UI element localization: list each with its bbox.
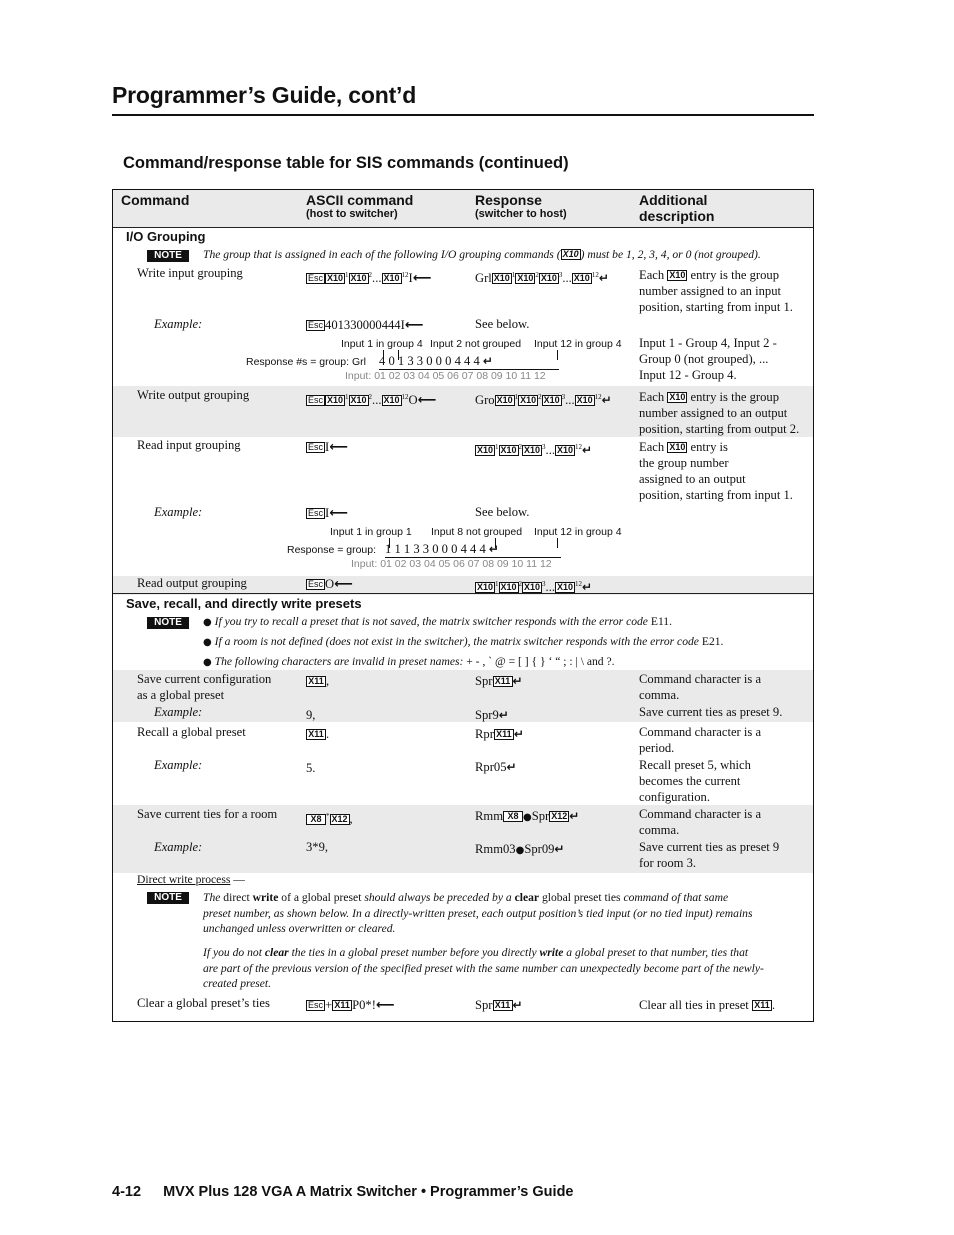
ascii-write-input-example [306,317,423,334]
cmd-letter: O [408,393,418,407]
direct-write-dash: — [230,873,245,886]
cmd-read-input: Read input grouping [137,438,241,452]
cmd-letter: I [408,271,413,285]
desc-recall-global-example [639,757,751,805]
note-badge: NOTE [147,250,189,262]
x11-token: X11 [494,729,514,740]
x11-token: X11 [493,676,513,687]
note-text: preset number, as shown below. In a directly-written preset, each output position’s tied input (or no tied input) remains [203,906,753,920]
resp-write-input [475,267,609,286]
note-text: a global preset to that number, ties that [566,946,749,959]
cmd-write-output: Write output grouping [137,388,250,402]
direct-write-heading-text: Direct write process [137,873,231,886]
desc-text: comma. [639,688,680,702]
section-title: Command/response table for SIS commands (continued) [123,154,569,172]
cmd-text: Save current configuration [137,672,272,686]
left-arrow-icon: ⟵ [375,998,395,1013]
diagram-tick [557,350,558,360]
x10-token: X10 [327,273,344,283]
ascii-read-output [306,576,353,593]
x10-token: X10 [543,395,560,405]
return-icon: ↵ [482,354,493,368]
desc-text: Command character is a [639,807,762,821]
x10-token: X10 [524,582,541,592]
cmd-letter: I [325,506,330,520]
resp-recall-global-example [475,759,517,775]
x10-token: X10 [669,442,686,452]
note-text: global preset ties [541,891,621,904]
x10-token: X10 [327,395,344,405]
note-text: direct [223,891,250,904]
io-note-text [203,247,761,263]
left-arrow-icon: ⟵ [404,318,424,333]
left-arrow-icon: ⟵ [412,271,432,286]
note-text: are part of the previous version of the specified preset with the same number can unexpectedly become part of the newly- [203,961,764,975]
diagram2-prefix: Response = group: [287,544,377,556]
desc-text: assigned to an output [639,472,746,486]
return-icon: ↵ [506,760,517,774]
example-label: Example: [154,840,203,854]
cmd-letter: I [325,440,330,454]
x10-token: X10 [524,445,541,455]
sup: 3 [558,271,563,279]
desc-text: Each [639,268,665,282]
x10-token: X10 [493,273,510,283]
ascii-write-input [306,267,431,287]
return-icon: ↵ [601,393,612,407]
desc-text: configuration. [639,790,710,804]
sup: 3 [561,393,566,401]
note-text: write [539,946,564,959]
left-arrow-icon: ⟵ [329,506,348,521]
error-code: E21. [701,635,724,648]
ascii-clear-global [306,997,395,1014]
sup: 12 [575,443,583,451]
header-additional [639,192,714,224]
x11-token: X11 [493,1000,513,1011]
esc-token: Esc [308,273,324,283]
desc-text: period. [639,741,675,755]
sup: 1 [345,271,349,279]
sup: 3 [542,443,546,451]
left-arrow-icon: ⟵ [334,577,353,592]
desc-text: for room 3. [639,856,697,870]
resp-write-output [475,389,612,408]
x10-token: X10 [557,582,574,592]
cmd-char: . [326,727,330,741]
example-label: Example: [154,317,203,331]
dot-icon: ● [515,845,525,856]
header-divider [113,227,813,228]
page-footer [112,1184,574,1200]
sup: 12 [591,271,599,279]
resp-prefix: Rpr [475,727,494,741]
sis-command-table [112,189,814,1022]
resp-write-input-example: See below. [475,317,530,331]
x10-token: X10 [496,395,513,405]
preset-note-bullet-3 [203,654,615,671]
direct-write-note-p2 [203,945,764,992]
preset-note-bullet-1 [203,614,672,631]
resp-prefix: Grl [475,271,492,285]
desc-text: entry is the group [690,390,779,404]
group-title-presets: Save, recall, and directly write presets [126,596,362,611]
x11-token: X11 [332,1000,352,1011]
diagram2-label-c: Input 12 in group 4 [534,526,622,538]
return-icon: ↵ [582,580,593,594]
desc-text: position, starting from output 2. [639,422,800,436]
x10-token: X10 [350,395,367,405]
desc-text: Input 1 - Group 4, Input 2 - [639,336,777,350]
return-icon: ↵ [488,542,499,556]
star: * [326,812,330,820]
note-badge: NOTE [147,617,189,629]
x8-token: X8 [503,811,523,822]
example-label: Example: [154,758,203,772]
sup: 1 [495,443,499,451]
cmd-read-output: Read output grouping [137,576,247,590]
return-icon: ↵ [582,443,593,457]
diagram1-prefix: Response #s = group: Grl [246,356,366,368]
sup: 12 [594,393,602,401]
diagram1-label-c: Input 12 in group 4 [534,338,622,350]
cmd-char: , [326,674,330,688]
resp-read-output [475,576,592,595]
esc-token: Esc [308,442,324,452]
desc-write-output [639,389,799,437]
x10-token: X10 [576,395,593,405]
return-icon: ↵ [512,998,523,1012]
desc-save-room-example [639,839,779,871]
error-code: E11. [650,615,673,628]
return-icon: ↵ [569,809,580,823]
desc-text: position, starting from input 1. [639,300,793,314]
note-text: created preset. [203,977,272,990]
header-response-sub: (switcher to host) [475,208,567,220]
bullet-text: If a room is not defined (does not exist in the switcher), the matrix switcher responds with the error code [214,635,699,648]
return-icon: ↵ [554,842,565,856]
sup: 12 [401,393,409,401]
esc-token: Esc [308,579,324,589]
example-response: Rmm03 [475,842,516,856]
note-text: the ties in a global preset number before you directly [291,946,537,959]
ascii-recall-global-example: 5. [306,761,316,775]
ascii-save-room: X8 * X12 , [306,808,353,827]
sup: 1 [511,271,516,279]
example-response: Spr9 [475,708,499,722]
diagram2-digit-values: 1 1 1 3 3 0 0 0 4 4 4 [385,542,486,556]
example-label: Example: [154,505,203,519]
desc-text: position, starting from input 1. [639,488,793,502]
note-badge: NOTE [147,892,189,904]
sup: 2 [538,393,542,401]
cmd-save-room: Save current ties for a room [137,807,278,821]
x10-token: X10 [669,270,686,280]
esc-token: Esc [308,320,324,330]
resp-clear-global [475,997,523,1013]
ellipsis: ... [545,443,555,457]
x10-token: X10 [562,249,579,259]
cmd-text: as a global preset [137,688,225,702]
ellipsis: ... [545,580,555,594]
desc-save-room [639,806,761,838]
sup: 1 [345,393,349,401]
bullet-icon: ● [203,637,212,648]
header-response-label: Response [475,192,542,208]
cmd-write-input: Write input grouping [137,266,243,280]
x10-token: X10 [477,582,494,592]
header-ascii [306,192,413,221]
sup: 2 [535,271,539,279]
return-icon: ↵ [513,727,524,741]
sup: 12 [401,271,409,279]
direct-write-note-p1 [203,890,752,937]
desc-clear-global [639,997,775,1013]
diagram2-digits [385,541,499,557]
bullet-text: If you try to recall a preset that is not saved, the matrix switcher responds with the error code [214,615,648,628]
section-divider [113,593,813,594]
dot-icon: ● [523,812,532,823]
invalid-chars: + - , ` @ = [ ] { } ‘ “ ; : | \ and ?. [466,655,615,668]
note-text: The [203,891,221,904]
x10-token: X10 [669,392,686,402]
desc-text: Group 0 (not grouped), ... [639,352,769,366]
x10-token: X10 [500,445,517,455]
desc-text: the group number [639,456,729,470]
example-label: Example: [154,705,203,719]
x11-token: X11 [306,729,326,740]
note-text: should always be preceded by a [364,891,512,904]
resp-prefix: Spr [475,674,493,688]
ascii-save-room-example: 3*9, [306,840,329,854]
example-response: Spr09 [524,842,555,856]
x10-token: X10 [383,273,400,283]
header-ascii-label: ASCII command [306,192,414,208]
cmd-text: P0*! [352,998,376,1012]
desc-save-global-example: Save current ties as preset 9. [639,705,783,719]
ellipsis: ... [372,393,382,407]
sup: 2 [518,443,523,451]
io-note-after: ) must be 1, 2, 3, 4, or 0 (not grouped). [580,248,761,261]
example-response: Rpr05 [475,760,507,774]
example-ascii: 401330000444I [325,318,405,332]
cmd-save-global [137,671,271,703]
left-arrow-icon: ⟵ [417,393,437,408]
resp-prefix: Spr [475,998,493,1012]
sup: 1 [495,580,499,588]
esc-token: Esc [308,1000,324,1010]
header-command: Command [121,192,190,208]
desc-text: number assigned to an input [639,284,782,298]
desc-text: Input 12 - Group 4. [639,368,737,382]
desc-text: . [771,998,776,1012]
ascii-write-output [306,389,436,409]
note-text: If you do not [203,946,262,959]
footer-text: MVX Plus 128 VGA A Matrix Switcher • Programmer’s Guide [163,1184,574,1200]
ellipsis: ... [372,271,382,285]
note-text: clear [264,946,289,959]
x10-token: X10 [517,273,534,283]
ascii-recall-global [306,726,329,742]
diagram-tick [557,538,558,548]
ascii-save-global [306,673,329,689]
x10-token: X10 [500,582,517,592]
desc-text: Save current ties as preset 9 [639,840,780,854]
cmd-letter: O [325,577,335,591]
diagram2-label-b: Input 8 not grouped [431,526,523,538]
desc-text: comma. [639,823,680,837]
desc-text: Each [639,390,665,404]
sup: 2 [368,271,373,279]
bullet-icon: ● [203,657,212,668]
diagram1-digits [379,353,493,369]
header-additional-2: description [639,208,715,224]
page-number: 4-12 [112,1184,142,1200]
resp-save-global-example [475,707,509,723]
cmd-recall-global: Recall a global preset [137,725,246,739]
sup: 2 [368,393,373,401]
esc-token: Esc [308,508,324,518]
note-text: unchanged unless overwritten or cleared. [203,922,396,935]
bullet-icon: ● [203,617,212,628]
return-icon: ↵ [598,271,609,285]
x8-token: X8 [306,814,326,825]
io-note-before: The group that is assigned in each of the following I/O grouping commands ( [203,248,561,261]
return-icon: ↵ [498,708,509,722]
left-arrow-icon: ⟵ [329,440,348,455]
x12-token: X12 [331,814,348,824]
diagram1-label-a: Input 1 in group 4 [341,338,423,350]
desc-save-global [639,671,761,703]
diagram1-digit-values: 4 0 1 3 3 0 0 0 4 4 4 [379,354,480,368]
plus: + [325,998,333,1012]
desc-recall-global [639,724,761,756]
x10-token: X10 [383,395,400,405]
desc-read-input [639,439,793,503]
sup: 12 [575,580,583,588]
x10-token: X10 [557,445,574,455]
sup: 1 [514,393,519,401]
ascii-save-global-example: 9, [306,708,316,722]
diagram1-inputs: Input: 01 02 03 04 05 06 07 08 09 10 11 12 [345,370,546,382]
ascii-read-input [306,439,348,456]
x10-token: X10 [477,445,494,455]
desc-text: Command character is a [639,672,762,686]
desc-text: entry is [690,440,728,454]
ascii-read-input-example [306,505,348,522]
desc-text: Each [639,440,665,454]
desc-write-input-example [639,335,777,383]
note-text: command of that same [623,891,729,904]
resp-read-input-example: See below. [475,505,530,519]
title-divider [112,114,814,116]
sup: 3 [542,580,546,588]
return-icon: ↵ [512,674,523,688]
note-text: write [252,891,279,904]
ellipsis: ... [565,393,575,407]
bullet-text: The following characters are invalid in preset names: [214,655,464,668]
header-additional-1: Additional [639,192,708,208]
x10-token: X10 [520,395,537,405]
direct-write-heading [137,872,245,888]
desc-text: number assigned to an output [639,406,788,420]
diagram1-label-b: Input 2 not grouped [430,338,522,350]
sup: 2 [518,580,523,588]
diagram2-inputs: Input: 01 02 03 04 05 06 07 08 09 10 11 12 [351,558,552,570]
resp-recall-global [475,726,524,742]
resp-read-input [475,439,592,458]
diagram2-label-a: Input 1 in group 1 [330,526,412,538]
resp-prefix: Spr [531,809,550,823]
resp-save-room-example [475,841,564,859]
resp-prefix: Gro [475,393,495,407]
desc-text: Recall preset 5, which [639,758,751,772]
note-text: clear [514,891,540,904]
resp-save-room [475,808,579,826]
x11-token: X11 [752,1000,772,1011]
x11-token: X11 [306,676,326,687]
header-ascii-sub: (host to switcher) [306,208,398,220]
desc-text: Clear all ties in preset [639,998,749,1012]
desc-text: Command character is a [639,725,762,739]
note-text: of a global preset [281,891,362,904]
ellipsis: ... [562,271,572,285]
page-title: Programmer’s Guide, cont’d [112,82,417,108]
x12-token: X12 [551,811,568,821]
esc-token: Esc [308,395,324,405]
resp-prefix: Rmm [475,809,503,823]
desc-text: becomes the current [639,774,741,788]
desc-write-input [639,267,793,315]
group-title-io: I/O Grouping [126,229,206,244]
header-response [475,192,567,221]
preset-note-bullet-2 [203,634,723,651]
x10-token: X10 [350,273,367,283]
x10-token: X10 [573,273,590,283]
x10-token: X10 [540,273,557,283]
cmd-clear-global: Clear a global preset’s ties [137,996,270,1010]
desc-text: entry is the group [690,268,779,282]
resp-save-global [475,673,523,689]
